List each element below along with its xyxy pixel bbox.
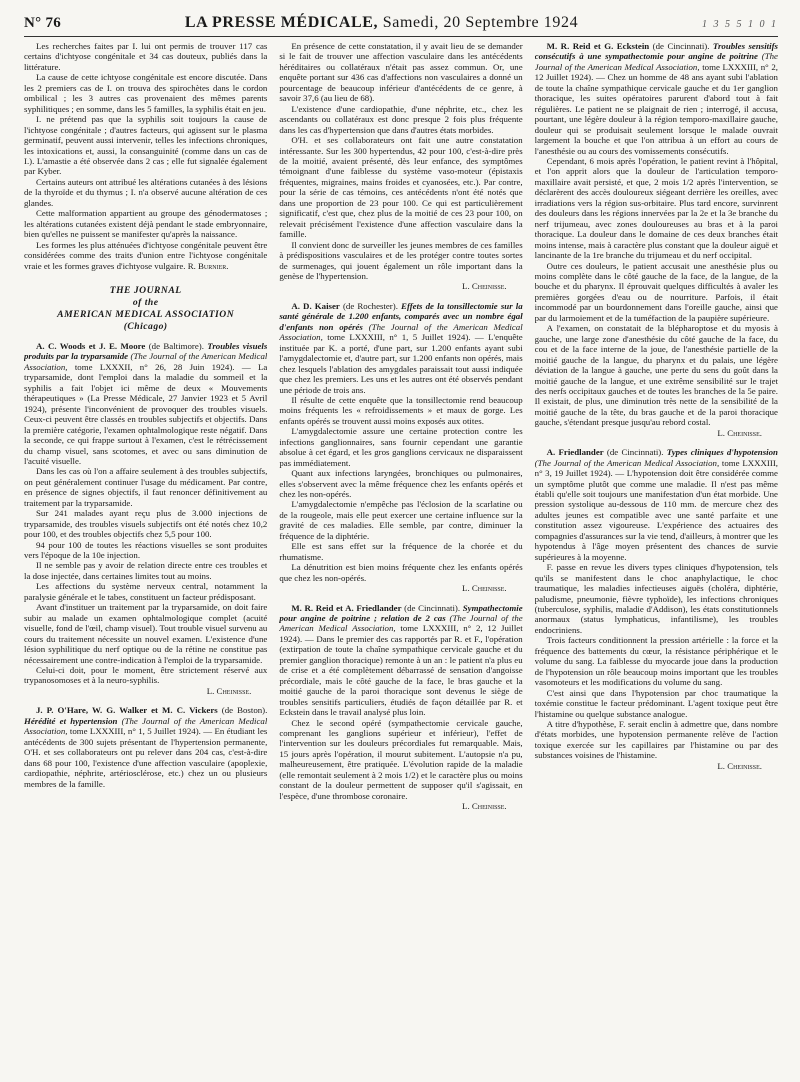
section-title-line: (Chicago) — [123, 320, 168, 332]
column-3 — [535, 41, 778, 1071]
header-right-mark: 1 3 5 5 1 0 1 — [701, 19, 778, 30]
article-source: (The Journal of the American Medical Association, — [24, 715, 268, 737]
article-ref: tome LXXXIII, n° 1, 5 Juillet 1924). — — [69, 726, 215, 737]
paragraph: A titre d'hypothèse, F. serait enclin à admettre que, dans nombre d'états morbides, une hypotension permanente relève de l'action toxique exercée sur les capillaires par l'histamine ou par des substances voisines de l'histamine. — [534, 719, 778, 761]
spacer — [279, 594, 522, 603]
page-header — [24, 14, 778, 36]
article-ref: tome LXXXIII, n° 2, 12 Juillet 1924). — — [534, 61, 778, 83]
paragraph: F. passe en revue les divers types cliniques d'hypotension, tels qu'ils se manifestent dans le choc anaphylactique, le choc traumatique, les maladies infectieuses aiguës (choléra, diphtérie, paludisme, pneumonie, fièvre typhoïde), les infections chroniques (tuberculose, syphilis, maladie d'Addison), les états constitutionnels anormaux (status lymphaticus, infantilisme), les troubles endocriniens. — [534, 562, 778, 635]
article-place: (de Boston). — [217, 705, 268, 716]
article-lead — [24, 705, 267, 789]
article-authors: J. P. O'Hare, W. G. Walker et M. C. Vickers — [36, 705, 218, 716]
article-authors: A. Friedlander — [546, 447, 604, 458]
article-title: Effets de la tonsillectomie sur la santé générale de 1.200 enfants, comparés avec un nombre égal d'enfants non opérés — [279, 300, 523, 332]
paragraph: A l'examen, on constatait de la blépharoptose et du myosis à gauche, une large zone d'anesthésie du côté gauche de la face, du cou et de la face interne de la joue, de l'anesthésie partielle de la moitié gauche de la langue, du pharynx et du palais, une légère déviation de la langue à gauche, une perte du sens du goût dans la moitié gauche de la langue, et une extrême sensibilité sur le trajet des nerfs occipitaux gauches et de toutes les branches de la 5e paire. Il existait, de plus, une diminution très nette de la sensibilité de la moitié gauche de la tête, du bras gauche et de la paroi thoracique gauche, s'étendant presque jusqu'au rebord costal. — [534, 323, 778, 428]
section-heading — [24, 285, 267, 333]
article-lead — [535, 447, 778, 562]
article-title: Troubles sensitifs consécutifs à une sympathectomie pour angine de poitrine — [534, 41, 778, 62]
paragraph: Il résulte de cette enquête que la tonsillectomie rend beaucoup moins fréquents les « refroidissements » et maux de gorge. Les enfants opérés se trouvent aussi moins exposés aux otites. — [279, 394, 523, 426]
journal-title — [185, 14, 578, 32]
paragraph: Chez le second opéré (sympathectomie cervicale gauche, comprenant les ganglions supérieur et inférieur), l'effet de l'intervention sur les douleurs précordiales fut remarquable. Mais, 15 jours après l'opération, il mourut subitement. L'autopsie n'a pu, malheureusement, être pratiquée. L'évolution rapide de la maladie (elle remontait seulement à 2 mois 1/2) et le caractère plus ou moins constant de la douleur permettent de supposer qu'il s'agissait, en l'espèce, d'une thrombose coronaire. — [279, 717, 523, 801]
paragraph: L'existence d'une cardiopathie, d'une néphrite, etc., chez les ascendants ou collatéraux est donc presque 2 fois plus fréquente dans les cas d'hypertension que dans d'autres états morbides. — [279, 103, 523, 135]
page-number: N° 76 — [24, 15, 62, 31]
article-title: Types cliniques d'hypotension — [666, 447, 778, 458]
columns — [24, 41, 778, 1071]
issue-date: Samedi, 20 Septembre 1924 — [382, 14, 579, 31]
article-place: (de Rochester). — [339, 300, 402, 311]
paragraph: En présence de cette constatation, il y avait lieu de se demander si le fait de trouver une affection vasculaire dans les antécédents héréditaires ou collatéraux n'était pas assez commun. Or, une enquête portant sur 436 cas d'affections non vasculaires a donné un pourcentage de beaucoup inférieur d'antécédents de ce genre, à savoir 37,6 (au lieu de 68). — [279, 41, 523, 104]
paragraph: Quant aux infections laryngées, bronchiques ou pulmonaires, elles s'observent avec la même fréquence chez les enfants opérés et chez les non-opérés. — [279, 468, 523, 500]
paragraph: Les recherches faites par I. lui ont permis de trouver 117 cas certains d'ichtyose congénitale et 34 cas douteux, publiés dans la littérature. — [24, 41, 268, 72]
article-lead — [279, 603, 522, 718]
paragraph — [24, 240, 267, 271]
paragraph-text: En étudiant les antécédents de 300 sujets présentant de l'hypertension permanente, O'H. et ses collaborateurs ont pu relever dans 204 cas, c'est-à-dire dans 68 pour 100, l'existence d'une affection vasculaire (apoplexie, cardiopathie, néphrite, artériosclérose, etc.) chez un ou plusieurs membres de la famille. — [24, 726, 268, 789]
paragraph: Elle est sans effet sur la fréquence de la chorée et du rhumatisme. — [279, 541, 523, 562]
article-place: (de Cincinnati). — [649, 41, 713, 51]
paragraph: Les affections du système nerveux central, notamment la paralysie générale et le tabes, constituent un facteur prédisposant. — [24, 581, 268, 602]
article-lead — [279, 301, 522, 395]
paragraph-text: L'hypotension doit être considérée comme un symptôme plutôt que comme une maladie. Il n'est pas même établi qu'elle soit toujours une manifestation d'un état morbide. Une pression systolique au-dessous de 110 mm. de mercure chez des adultes jeunes est compatible avec une santé parfaite et une constitution assez vigoureuse. L'expérience des actuaires des compagnies d'assurances sur la vie tend, d'ailleurs, à montrer que les hypotendus à l'âge moyen présentent des chances de survie supérieures à la moyenne. — [534, 468, 778, 562]
paragraph: Il convient donc de surveiller les jeunes membres de ces familles à prédispositions vasculaires et de les protéger contre toutes sortes de surmenages, qui jouent également un rôle important dans la genèse de l'hypertension. — [279, 239, 523, 281]
article-ref: tome LXXXIII, n° 1, 5 Juillet 1924). — — [327, 332, 489, 343]
signature: L. Cheinisse. — [462, 281, 507, 292]
paragraph: Cependant, 6 mois après l'opération, le patient revint à l'hôpital, et l'on apprit alors que la douleur de l'articulation temporo-maxillaire avait persisté, et que, 2 mois 1/2 après l'intervention, se déclarèrent des accès douloureux siégeant derrière les oreilles, avec irradiations vers la région sus-orbitaire. Plus tard encore, survinrent des douleurs dans les régions innervées par la 2e et la 3e branche du nerf trijumeau, avec zones douloureuses au bras et à la paroi thoracique. La douleur dans le domaine de ces deux branches était moins intense, mais à caractère plus constant que la douleur aiguë et lancinante de la 1re branche du trijumeau et du nerf occipital. — [534, 155, 778, 261]
article-source: (The Journal of the American Medical Association, — [534, 51, 778, 72]
paragraph: Il ne semble pas y avoir de relation directe entre ces troubles et la dose injectée, dans certaines limites tout au moins. — [24, 560, 268, 581]
signature: L. Cheinisse. — [462, 801, 507, 812]
signature: R. Burnier. — [187, 260, 229, 271]
signature: L. Cheinisse. — [206, 685, 252, 696]
article-place: (de Cincinnati). — [401, 602, 463, 613]
column-2 — [279, 41, 522, 1071]
paragraph: Dans les cas où l'on a affaire seulement à des troubles subjectifs, on peut généralement continuer l'usage du médicament. Par contre, en présence de signes objectifs, il faut renoncer définitivement au traitement par la tryparsamide. — [24, 466, 268, 508]
article-authors: A. C. Woods et J. E. Moore — [36, 340, 146, 351]
section-title-line: THE JOURNAL — [109, 284, 182, 296]
article-place: (de Cincinnati). — [603, 447, 667, 458]
paragraph: L'amygdalectomie n'empêche pas l'éclosion de la scarlatine ou de la rougeole, mais elle peut exercer une certaine influence sur la gravité de ces maladies. Elle semble, par contre, diminuer la fréquence de la diphtérie. — [279, 499, 523, 541]
article-title: Hérédité et hypertension — [24, 715, 118, 726]
article-place: (de Baltimore). — [145, 340, 208, 351]
signature: L. Cheinisse. — [717, 760, 762, 771]
article-source: (The Journal of the American Medical Association, — [24, 351, 268, 372]
section-title-line: of the — [132, 296, 159, 308]
article-authors: A. D. Kaiser — [291, 300, 340, 311]
article-source: (The Journal of the American Medical Association, — [534, 457, 722, 468]
paragraph: 94 pour 100 de toutes les réactions visuelles se sont produites vers l'époque de la 10e injection. — [24, 539, 268, 561]
article-lead — [24, 341, 267, 466]
article-ref: tome LXXXII, n° 26, 28 Juin 1924). — — [74, 361, 258, 372]
paragraph: Sur 241 malades ayant reçu plus de 3.000 injections de tryparsamide, des troubles visuels subjectifs ont été notés chez 10,2 pour 100, et des troubles objectifs chez 5,5 pour 100. — [24, 508, 268, 540]
paragraph: Cette malformation appartient au groupe des génodermatoses ; les altérations cutanées existent déjà pendant le stade embryonnaire, bien qu'elles ne puissent se manifester qu'après la naissance. — [24, 208, 268, 240]
paragraph: La dénutrition est bien moins fréquente chez les enfants opérés que chez les non-opérés. — [279, 562, 523, 583]
paragraph-text: Chez un homme de 48 ans ayant subi l'ablation de toute la chaîne sympathique cervicale gauche et du 1er ganglion thoracique, les suites opératoires parurent d'abord tout à fait régulières. Le patient ne se plaignait de rien ; interrogé, il accusa, pourtant, une légère douleur à la région temporo-maxillaire gauche, douleur qui se produisait seulement lorsque le malade ouvrait largement la bouche et que l'on attribua à un effort au cours de l'anesthésie ou au cours des vomissements consécutifs. — [534, 72, 778, 156]
header-rule — [24, 36, 778, 37]
paragraph: C'est ainsi que dans l'hypotension par choc traumatique la toxémie constitue le facteur prédominant. L'agent toxique peut être l'histamine ou quelque substance analogue. — [534, 687, 778, 719]
article-source: (The Journal of the American Medical Association, — [279, 321, 523, 343]
column-1 — [24, 41, 267, 1071]
article-ref: tome LXXXIII, n° 2, 12 Juillet 1924). — — [279, 623, 523, 644]
paragraph-text: L'enquête instituée par K. a porté, d'une part, sur 1.200 enfants ayant subi l'amygdalectomie et, d'autre part, sur 1.200 enfants non opérés, mais chez lesquels l'ablation des amygdales paraissait tout aussi indiquée que chez les premiers. Les uns et les autres ont été observés pendant une période de trois ans. — [279, 332, 523, 395]
article-title: Sympathectomie pour angine de poitrine ; relation de 2 cas — [279, 602, 523, 624]
paragraph: Outre ces douleurs, le patient accusait une anesthésie plus ou moins complète dans le côté gauche de la face, de la langue, de la bouche et du pharynx. Il éprouvait quelques difficultés à avaler les premières gorgées d'eau ou de nourriture. Parfois, il était incommodé par un bourdonnement dans l'oreille gauche, ainsi que par du larmoiement et de la tuméfaction de la paupière supérieure. — [534, 260, 778, 323]
signature: L. Cheinisse. — [717, 427, 762, 438]
section-title-line: AMERICAN MEDICAL ASSOCIATION — [57, 308, 235, 320]
paragraph: Celui-ci doit, pour le moment, être strictement réservé aux trypanosomoses et à la neuro-syphilis. — [24, 665, 268, 686]
paragraph: L'amygdalectomie assure une certaine protection contre les infections ganglionnaires, sans fournir cependant une garantie absolue à cet égard, et les gros ganglions cervicaux ne disparaissent pas immédiatement. — [279, 426, 523, 468]
article-title: Troubles visuels produits par la tryparsamide — [24, 340, 268, 362]
paragraph-text: Dans le premier des cas rapportés par R. et F., l'opération (extirpation de toute la chaîne sympathique cervicale gauche et du premier ganglion thoracique) remonte à un an : le patient n'a plus eu de crise et a été complètement débarrassé de sensation d'angoisse précordiale, mais le côté gauche de la face, le bras gauche et la moitié gauche de la paroi thoracique sont devenus le siège de troubles sensitifs particuliers, étudiés de façon détaillée par R. et Eckstein dans le travail analysé plus loin. — [279, 633, 523, 718]
paragraph: La cause de cette ichtyose congénitale est encore discutée. Dans les 2 premiers cas de I. on trouva des spirochètes dans le cordon ombilical ; les 3 autres cas provenaient des mêmes parents syphilitiques ; en somme, dans les 5 familles, la syphilis était en jeu. — [24, 72, 268, 114]
article-source: (The Journal of the American Medical Association, — [279, 613, 523, 634]
journal-name: LA PRESSE MÉDICALE, — [184, 14, 379, 31]
paragraph-text: La tryparsamide, dont l'emploi dans la maladie du sommeil et la syphilis a fait l'objet ici même de deux « Mouvements thérapeutiques » (La Presse Médicale, 27 Janvier 1923 et 5 Avril 1924), présente l'inconvénient de provoquer des troubles visuels. Ceux-ci peuvent être classés en troubles subjectifs et objectifs. Dans la première catégorie, l'examen ophtalmologique reste négatif. Dans la seconde, ce qui frappe surtout à l'examen, c'est le rétrécissement du champ visuel, sans scotomes, et avec ou sans diminution de l'acuité visuelle. — [24, 361, 268, 466]
article-lead — [535, 41, 778, 156]
paragraph: O'H. et ses collaborateurs ont fait une autre constatation intéressante. Sur les 300 hypertendus, 42 pour 100, c'est-à-dire près de la moitié, avaient présenté, dès leur enfance, des symptômes témoignant d'une faiblesse du système vaso-moteur (épistaxis fréquentes, migraines, mains froides et cyanosées, etc.). Par contre, pour la série de cas témoins, ces antécédents n'ont été notés que dans une proportion de 23 pour 100. Ce qui est particulièrement significatif, c'est que, chez plus de la moitié de ces 23 pour 100, on relevait précisément l'existence d'une affection vasculaire dans la famille. — [279, 135, 523, 240]
paragraph-text: Les formes les plus atténuées d'ichtyose congénitale peuvent être considérées comme des traits d'union entre l'ichtyose congénitale vraie et les formes graves d'ichtyose vulgaire. — [24, 239, 268, 271]
paragraph: Avant d'instituer un traitement par la tryparsamide, on doit faire subir au malade un examen ophtalmologique complet (acuité visuelle, fond de l'œil, champ visuel). Tout trouble visuel survenu au cours du traitement nécessite un nouvel examen. L'existence d'une lésion syphilitique du nerf optique ou de la rétine ne constitue pas nécessairement une contre-indication à l'emploi de la tryparsamide. — [24, 602, 268, 665]
article-ref: tome LXXXIII, n° 3, 19 Juillet 1924). — — [534, 457, 778, 479]
article-authors: M. R. Reid et A. Friedlander — [291, 602, 402, 613]
paragraph: Trois facteurs conditionnent la pression artérielle : la force et la fréquence des battements du cœur, la résistance périphérique et le volume du sang. La faiblesse du myocarde joue dans la production de l'hypotension un rôle beaucoup moins important que les troubles vasomoteurs et les modifications du volume du sang. — [534, 635, 778, 688]
article-authors: M. R. Reid et G. Eckstein — [546, 41, 650, 51]
paragraph: Certains auteurs ont attribué les altérations cutanées à des lésions de la thyroïde et du thymus ; I. n'a observé aucune altération de ces glandes. — [24, 176, 268, 208]
spacer — [535, 438, 778, 447]
spacer — [24, 696, 267, 705]
spacer — [279, 292, 522, 301]
paragraph: I. ne prétend pas que la syphilis soit toujours la cause de l'ichtyose congénitale ; d'autres facteurs, qui agissent sur le plasma germinatif, peuvent aussi intervenir, telles les infections chroniques, les intoxications et, aussi, la consanguinité (comme dans un cas de I.). L'amastie a été observée dans 2 cas ; elle fut signalée également par Kyber. — [24, 114, 268, 177]
signature: L. Cheinisse. — [462, 583, 507, 594]
